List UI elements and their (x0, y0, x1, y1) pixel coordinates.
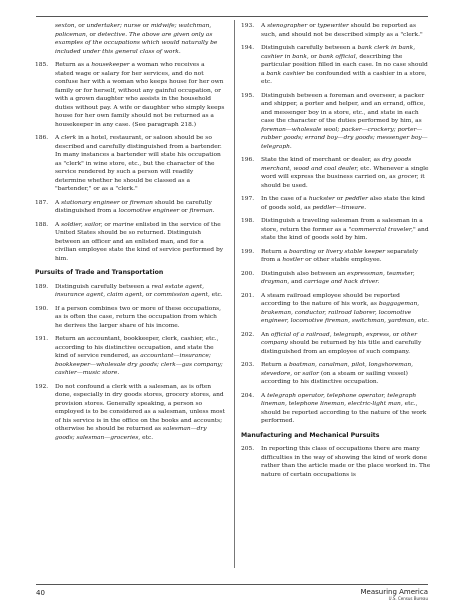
section-heading-manufacturing: Manufacturing and Mechanical Pursuits (241, 431, 380, 439)
numbered-paragraph (241, 248, 431, 265)
text-run: or (143, 292, 154, 298)
numbered-paragraph (241, 292, 431, 326)
paragraph-text (261, 217, 431, 243)
text-run: (on a steam or sailing vessel) according to his distinctive occupation. (261, 370, 408, 385)
numbered-paragraph (241, 445, 431, 479)
text-run: If a person combines two or more of these occupations, as is often the case, return the occupation from which he derives the larger share of his income. (55, 305, 222, 329)
numbered-paragraph (35, 335, 225, 378)
text-run: , or (85, 31, 98, 38)
text-run: bank cashier (266, 70, 305, 77)
text-run: A (55, 135, 62, 141)
text-run: should be carefully distinguished from a (55, 199, 212, 214)
text-run: or other stable employee. (303, 257, 382, 263)
paragraph-text (55, 305, 225, 331)
paragraph-number: 200. (241, 270, 255, 277)
text-run: a woman who receives a stated wage or salary for her services, and do not confuse her with a woman who keeps house for her own family or for herself, without any gainful occupation, or with a grown daughter who assists in the household duties without pay. A wife or daughter who simply keeps house for her own family should not be returned as a housekeeper in any case. (See paragraph 218.) (55, 62, 225, 128)
paragraph-number: 198. (241, 218, 255, 224)
numbered-paragraph (35, 305, 225, 331)
paragraph-text (55, 383, 225, 443)
text-run: detective. The above are given only as examples of the occupations which would naturally be included under this general class of work. (55, 31, 218, 55)
text-run: describing the particular position filled in each case. In no case should a (261, 53, 428, 77)
footer-title: Measuring America (360, 588, 428, 596)
column-divider (234, 20, 235, 568)
text-run: State the kind of merchant or dealer, as (261, 157, 382, 163)
paragraph-text (261, 248, 431, 265)
text-run: official of a railroad, telegraph, express, (270, 331, 391, 338)
paragraph-text (55, 134, 225, 194)
text-run: separately from a (261, 248, 419, 263)
paragraph-number: 192. (35, 383, 49, 390)
text-run: sexton (55, 23, 75, 29)
paragraph-number: 203. (241, 362, 255, 368)
paragraph-text (261, 22, 431, 39)
text-run: and (289, 279, 305, 285)
numbered-paragraph (241, 44, 431, 87)
text-run: typewriter (317, 23, 349, 29)
text-run: accountant—insurance; bookkeeper—wholesale dry goods; clerk—gas company; cashier—music store. (55, 353, 223, 376)
paragraph-text (261, 331, 431, 357)
paragraph-number: 202. (241, 331, 255, 338)
text-run: clerk (61, 135, 77, 141)
text-run: Do not confound a clerk with a salesman, as is often done, especially in dry goods stores, grocery stores, and provision stores. Generally speaking, a person so employed is to be considered as a salesman, unless most of his service is in the office on the books and accounts; otherwise he should be returned as (55, 383, 225, 432)
paragraph-text (55, 61, 225, 129)
text-run: baggageman, brakeman, conductor, railroad laborer, locomotive engineer, locomotive fireman, switchman, yardman, (261, 301, 420, 324)
text-run: In reporting this class of occupations there are many difficulties in the way of showing the kind of work done rather than the article made or the place worked in. The nature of certain occupations is (261, 446, 431, 478)
text-run: expressman, teamster, drayman, (261, 270, 415, 285)
left-item-list-trade (35, 283, 225, 443)
paragraph-number: 205. (241, 446, 255, 452)
text-run: or (119, 199, 130, 206)
text-run: peddler (344, 196, 368, 202)
text-run: or (315, 248, 326, 255)
text-run: Distinguish carefully between a (261, 45, 358, 51)
text-run: or (179, 208, 190, 214)
text-run: Distinguish carefully between a (55, 283, 152, 290)
text-run: real estate agent, insurance agent, claim agent, (55, 283, 205, 298)
text-run: or (334, 196, 345, 202)
text-run: enlisted in the service of the United States should be so returned. Distinguish between an officer and an enlisted man, and for a civilian employee state the kind of service performed by him. (55, 221, 224, 262)
text-run: be confounded with a cashier in a store, etc. (261, 70, 427, 85)
paragraph-number: 188. (35, 221, 49, 228)
text-run: dry goods merchant, wood and coal dealer, (261, 157, 412, 172)
text-run: livery stable keeper (325, 248, 386, 255)
paragraph-number: 196. (241, 157, 255, 163)
text-run: sailor (302, 370, 319, 377)
text-run: or (140, 23, 151, 29)
footer-subtitle: U.S. Census Bureau (388, 596, 428, 601)
text-run: bank official, (318, 53, 358, 60)
paragraph-text (55, 283, 225, 300)
text-run: or (292, 370, 303, 377)
text-run: stenographer (267, 23, 308, 29)
text-run: or (390, 331, 401, 338)
paragraph-text (55, 335, 225, 378)
text-run: etc. Whenever a single word will express the business carried on, as (261, 165, 429, 180)
text-run: salesman—dry goods; salesman—groceries, (55, 426, 207, 441)
text-run: Return a (261, 248, 289, 255)
text-run: or (102, 221, 113, 228)
continued-paragraph (35, 22, 225, 56)
numbered-paragraph (241, 156, 431, 190)
paragraph-number: 197. (241, 196, 255, 202)
bottom-rule (36, 584, 428, 585)
text-run: should be returned by his title and carefully distinguished from an employee of such company. (261, 340, 422, 355)
paragraph-text (261, 361, 431, 387)
text-run: Return a (261, 362, 289, 368)
numbered-paragraph (241, 92, 431, 152)
text-run: carriage and hack driver. (304, 279, 380, 285)
text-run: commission agent, (153, 292, 210, 298)
paragraph-text (261, 44, 431, 87)
page-number: 40 (36, 589, 45, 597)
paragraph-text (55, 199, 225, 216)
text-run: boatman, canalman, pilot, longshoreman, stevedore, (261, 362, 414, 377)
text-run: telegraph operator, telephone operator, telegraph lineman, telephone lineman, electric-light man, (261, 392, 417, 407)
text-run: boarding (288, 248, 316, 255)
left-item-list (35, 61, 225, 263)
text-run: foreman—wholesale wool; packer—crockery; porter—rubber goods; errand boy—dry goods; messenger boy—telegraph. (261, 126, 428, 150)
paragraph-number: 195. (241, 92, 255, 99)
paragraph-number: 189. (35, 283, 49, 290)
numbered-paragraph (35, 383, 225, 443)
text-run: and state the kind of goods sold by him. (261, 226, 429, 241)
text-run: Distinguish a traveling salesman from a salesman in a store, return the former as a (261, 218, 423, 233)
text-run: housekeeper (91, 62, 130, 68)
text-run: etc. (140, 434, 154, 441)
text-run: undertaker; nurse (86, 23, 141, 29)
text-run: stationary engineer (61, 199, 120, 206)
text-run: should be reported as such, and should not be described simply as a "clerk." (261, 23, 423, 38)
text-run: it should be used. (261, 174, 425, 189)
paragraph-text (261, 292, 431, 326)
text-run: Return as a (55, 62, 92, 68)
text-run: marine (112, 221, 134, 228)
numbered-paragraph (35, 283, 225, 300)
text-run: fireman (129, 199, 153, 206)
numbered-paragraph (241, 22, 431, 39)
text-run: or (307, 23, 318, 29)
paragraph-number: 186. (35, 135, 49, 141)
text-run: A (55, 199, 62, 206)
numbered-paragraph (35, 61, 225, 129)
numbered-paragraph (241, 195, 431, 212)
text-run: , or (74, 23, 87, 29)
paragraph-number: 194. (241, 45, 255, 51)
text-run: locomotive engineer (118, 208, 180, 214)
numbered-paragraph (241, 361, 431, 387)
text-run: "commercial traveler," (348, 226, 416, 233)
paragraph-text (261, 392, 431, 426)
text-run: soldier, sailor, (61, 221, 103, 228)
text-run: etc., should be reported according to the nature of the work performed. (261, 401, 427, 424)
text-run: other company (261, 331, 418, 346)
text-run: An (261, 331, 271, 338)
text-run: huckster (308, 196, 335, 202)
paragraph-number: 187. (35, 199, 49, 206)
text-run: A (261, 392, 268, 399)
right-item-list-manufacturing (241, 445, 431, 479)
paragraph-number: 201. (241, 292, 255, 299)
paragraph-text (55, 221, 225, 264)
text-run: etc. (416, 318, 429, 324)
numbered-paragraph (35, 134, 225, 194)
paragraph-number: 199. (241, 248, 255, 255)
paragraph-text (261, 92, 431, 152)
numbered-paragraph (241, 270, 431, 287)
paragraph-text (261, 156, 431, 190)
right-item-list (241, 22, 431, 426)
text-run: A (55, 221, 62, 228)
text-run: in a hotel, restaurant, or saloon should be so described and carefully distinguished from a bartender. In many instances a bartender will state his occupation as "clerk" in wine store, etc., but the character of the service rendered by such a person will readily determine whether he should be classed as a "bartender," or as a "clerk." (55, 135, 222, 192)
text-run: also state the kind of goods sold, as (261, 196, 425, 211)
top-rule (36, 16, 428, 17)
text-run: hostler (282, 257, 304, 263)
numbered-paragraph (35, 221, 225, 264)
paragraph-text (261, 445, 431, 479)
section-heading-trade-transportation: Pursuits of Trade and Transportation (35, 269, 164, 276)
text-run: peddler—tinware. (312, 204, 367, 211)
text-run: Distinguish between a foreman and overseer, a packer and shipper, a porter and helper, and an errand, office, and messenger boy in a store, etc., and state in each case the character of the duties performed by him, as (261, 92, 426, 124)
paragraph-number: 204. (241, 392, 255, 399)
text-run: In the case of a (261, 196, 309, 202)
text-run: fireman. (189, 208, 215, 214)
left-column (35, 22, 225, 447)
paragraph-number: 191. (35, 336, 49, 342)
numbered-paragraph (241, 392, 431, 426)
text-run: midwife; watchman, policeman (55, 23, 212, 38)
numbered-paragraph (241, 217, 431, 243)
right-column (241, 22, 431, 484)
text-run: or (308, 53, 319, 60)
text-run: grocer, (397, 174, 419, 180)
paragraph-text (261, 270, 431, 287)
paragraph-number: 193. (241, 23, 255, 29)
text-run: Distinguish also between an (261, 270, 348, 277)
text-run: bank clerk in bank, cashier in bank, (261, 45, 416, 60)
text-run: A steam railroad employee should be reported according to the nature of his work, as (261, 292, 400, 307)
paragraph-number: 185. (35, 62, 49, 68)
paragraph-text (261, 195, 431, 212)
paragraph-number: 190. (35, 305, 49, 312)
text-run: Return an accountant, bookkeeper, clerk, cashier, etc., according to his distinctive occupation, and state the kind of service rendered, as (55, 336, 219, 359)
text-run: A (261, 23, 268, 29)
numbered-paragraph (35, 199, 225, 216)
numbered-paragraph (241, 331, 431, 357)
text-run: etc. (209, 292, 223, 298)
